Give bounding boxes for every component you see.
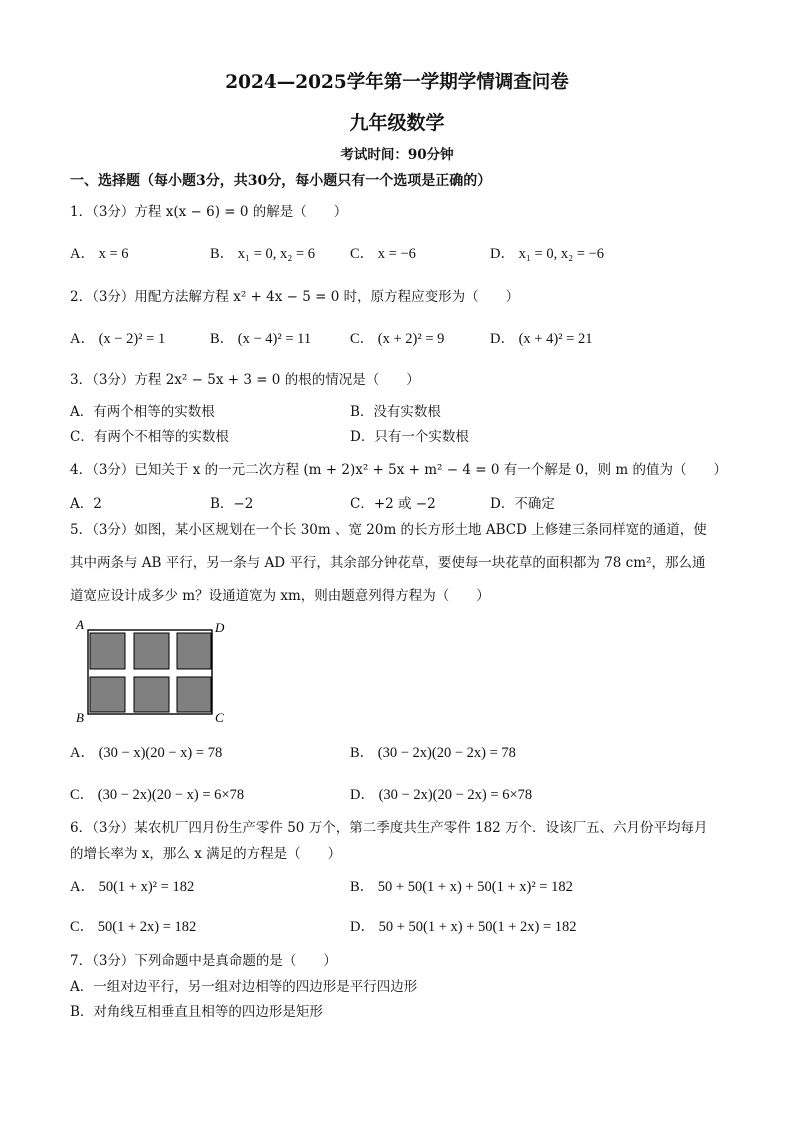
- figure-flower-bed: [134, 633, 169, 669]
- question-3-option-a: A．有两个相等的实数根: [70, 404, 215, 420]
- question-7-stem: 7．（3分）下列命题中是真命题的是（ ）: [70, 953, 337, 969]
- exam-subtitle: 九年级数学: [349, 112, 445, 134]
- question-5-figure: [70, 614, 240, 726]
- question-5-option-d: D． (30 − 2x)(20 − 2x) = 6×78: [350, 787, 533, 803]
- figure-label-b: B: [76, 710, 84, 725]
- question-7-option-b: B．对角线互相垂直且相等的四边形是矩形: [70, 1004, 323, 1020]
- figure-flower-bed: [177, 633, 211, 669]
- figure-flower-bed: [90, 677, 125, 712]
- question-1-option-c: C． x = −6: [350, 246, 416, 262]
- question-2-option-c: C． (x + 2)² = 9: [350, 331, 445, 347]
- question-5-stem-line-2: 其中两条与 AB 平行，另一条与 AD 平行，其余部分钟花草，要使每一块花草的面积都为 78 cm²，那么通: [70, 555, 706, 571]
- question-2-option-d: D． (x + 4)² = 21: [490, 331, 593, 347]
- question-4-option-b: B．−2: [210, 496, 254, 512]
- exam-title: 2024—2025学年第一学期学情调查问卷: [225, 72, 569, 93]
- question-3-option-d: D．只有一个实数根: [350, 429, 469, 445]
- question-4-option-c: C．+2 或 −2: [350, 496, 436, 512]
- question-6-option-a: A． 50(1 + x)² = 182: [70, 879, 195, 895]
- question-1-option-b: B． x₁ = 0, x₂ = 6: [210, 246, 316, 262]
- question-1-stem: 1．（3分）方程 x(x − 6) = 0 的解是（ ）: [70, 204, 348, 220]
- exam-time: 考试时间：90分钟: [340, 147, 454, 163]
- figure-flower-bed: [177, 677, 211, 712]
- question-6-option-b: B． 50 + 50(1 + x) + 50(1 + x)² = 182: [350, 879, 573, 895]
- question-2-stem: 2．（3分）用配方法解方程 x² + 4x − 5 = 0 时，原方程应变形为（ ）: [70, 289, 520, 305]
- question-1-option-d: D． x₁ = 0, x₂ = −6: [490, 246, 604, 262]
- question-4-option-d: D．不确定: [490, 496, 555, 512]
- question-5-option-a: A． (30 − x)(20 − x) = 78: [70, 745, 223, 761]
- question-1-option-a: A． x = 6: [70, 246, 129, 262]
- question-7-option-a: A．一组对边平行，另一组对边相等的四边形是平行四边形: [70, 979, 418, 995]
- question-3-stem: 3．（3分）方程 2x² − 5x + 3 = 0 的根的情况是（ ）: [70, 372, 420, 388]
- question-6-option-c: C． 50(1 + 2x) = 182: [70, 919, 197, 935]
- question-2-option-b: B． (x − 4)² = 11: [210, 331, 312, 347]
- question-5-option-c: C． (30 − 2x)(20 − x) = 6×78: [70, 787, 245, 803]
- question-5-option-b: B． (30 − 2x)(20 − 2x) = 78: [350, 745, 516, 761]
- question-4-stem: 4．（3分）已知关于 x 的一元二次方程 (m + 2)x² + 5x + m² − 4 = 0 有一个解是 0，则 m 的值为（ ）: [70, 462, 727, 478]
- question-6-option-d: D． 50 + 50(1 + x) + 50(1 + 2x) = 182: [350, 919, 577, 935]
- question-6-stem-line-1: 6．（3分）某农机厂四月份生产零件 50 万个，第二季度共生产零件 182 万个．设该厂五、六月份平均每月: [70, 820, 708, 836]
- figure-label-a: A: [76, 617, 84, 632]
- figure-flower-bed: [90, 633, 125, 669]
- question-5-stem-line-3: 道宽应设计成多少 m？设通道宽为 xm，则由题意列得方程为（ ）: [70, 588, 490, 604]
- figure-flower-bed: [134, 677, 169, 712]
- question-6-stem-line-2: 的增长率为 x，那么 x 满足的方程是（ ）: [70, 846, 342, 862]
- question-4-option-a: A．2: [70, 496, 102, 512]
- section-heading: 一、选择题（每小题3分，共30分，每小题只有一个选项是正确的）: [70, 173, 492, 189]
- question-3-option-b: B．没有实数根: [350, 404, 441, 420]
- figure-label-d: D: [215, 620, 225, 635]
- question-3-option-c: C．有两个不相等的实数根: [70, 429, 229, 445]
- question-5-stem-line-1: 5．（3分）如图，某小区规划在一个长 30m 、宽 20m 的长方形土地 ABCD 上修建三条同样宽的通道，使: [70, 522, 707, 538]
- figure-label-c: C: [215, 710, 224, 725]
- question-2-option-a: A． (x − 2)² = 1: [70, 331, 166, 347]
